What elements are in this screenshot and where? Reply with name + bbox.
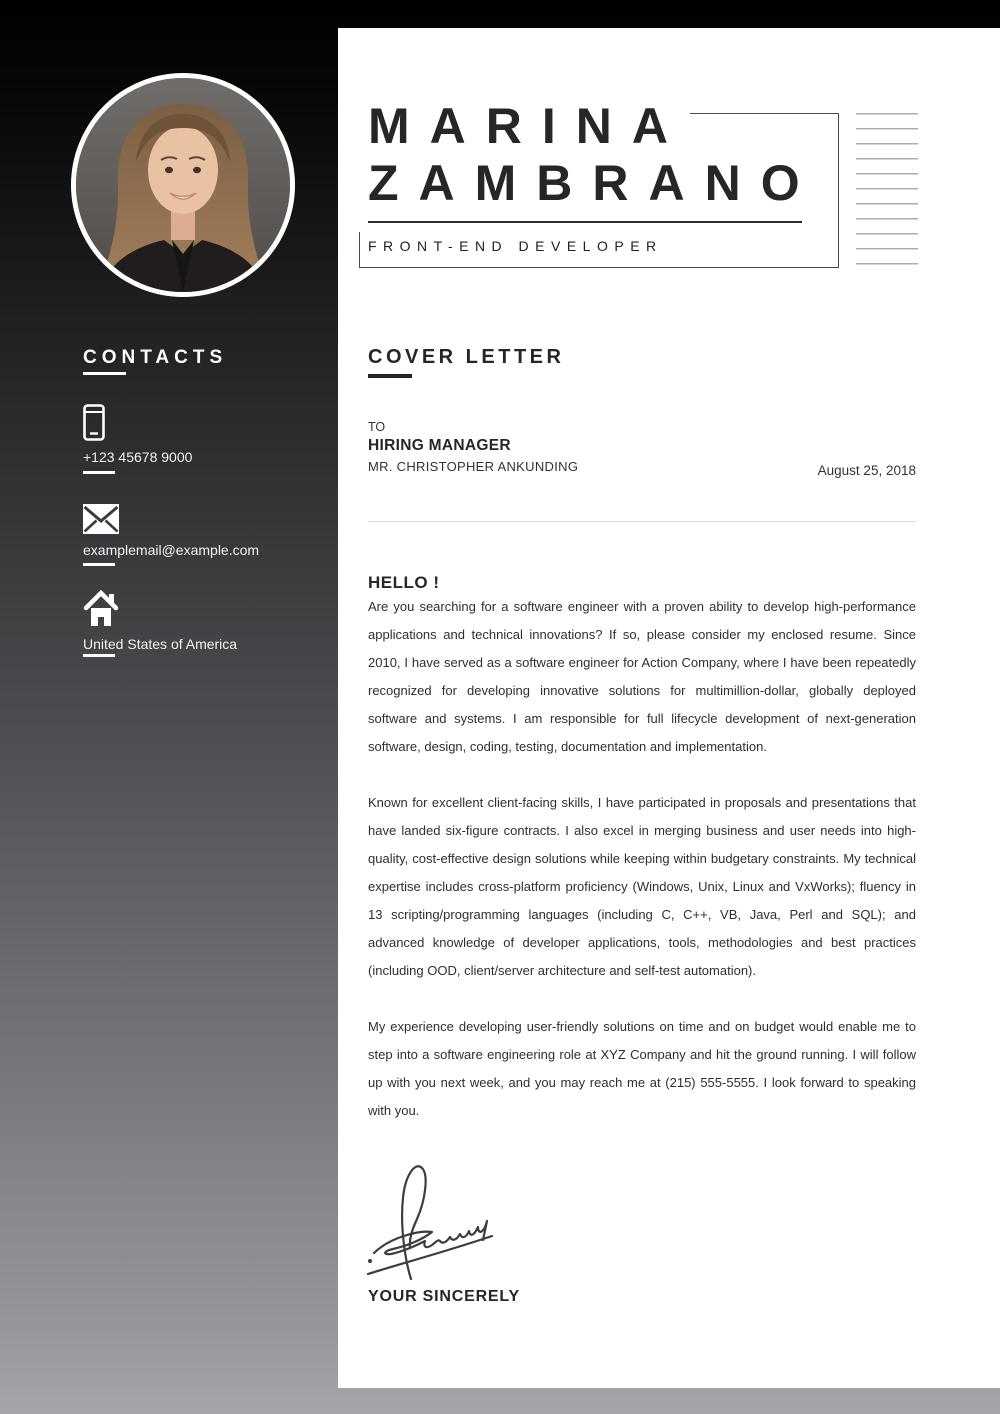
- letter-body: [368, 593, 916, 1153]
- header-divider: [368, 521, 916, 522]
- email-underline: [83, 563, 115, 566]
- envelope-icon: [83, 504, 119, 534]
- paragraph-1: Are you searching for a software engineer with a proven ability to develop high-performance applications and technical innovations? If so, please consider my enclosed resume. Since 2010, I have served as a software engineer for Action Company, where I have been repeatedly recognized for developing innovative solutions for multimillion-dollar, globally deployed software and systems. I am responsible for full lifecycle development of next-generation software, design, coding, testing, documentation and implementation.: [368, 599, 916, 754]
- decorative-lines: [856, 113, 918, 266]
- last-name: ZAMBRANO: [368, 155, 820, 211]
- section-title: COVER LETTER: [368, 346, 565, 368]
- email-address: examplemail@example.com: [83, 542, 260, 558]
- name-underline: [368, 221, 802, 223]
- section-title-underline: [368, 374, 412, 378]
- job-title: FRONT-END DEVELOPER: [368, 238, 663, 254]
- closing-text: YOUR SINCERELY: [368, 1288, 520, 1305]
- contacts-heading-underline: [83, 372, 126, 375]
- to-label: TO: [368, 420, 386, 434]
- greeting: HELLO !: [368, 573, 440, 592]
- home-icon: [83, 590, 119, 628]
- recipient-name: MR. CHRISTOPHER ANKUNDING: [368, 459, 579, 474]
- paragraph-3: My experience developing user-friendly solutions on time and on budget would enable me to step into a software engineering role at XYZ Company and hit the ground running. I will follow up with you next week, and you may reach me at (215) 555-5555. I look forward to speaking with you.: [368, 1019, 916, 1118]
- first-name: MARINA: [368, 98, 688, 154]
- profile-photo-illustration: [76, 78, 290, 292]
- paragraph-2: Known for excellent client-facing skills, I have participated in proposals and presentations that have landed six-figure contracts. I also excel in merging business and user needs into high-quality, cost-effective design solutions while keeping within budgetary constraints. My technical expertise includes cross-platform proficiency (Windows, Unix, Linux and VxWorks); fluency in 13 scripting/programming languages (including C, C++, VB, Java, Perl and SQL); and advanced knowledge of developer applications, tools, methodologies and best practices (including OOD, client/server architecture and self-test automation).: [368, 795, 916, 978]
- location-underline: [83, 654, 115, 657]
- phone-number: +123 45678 9000: [83, 449, 193, 465]
- contacts-heading: CONTACTS: [83, 347, 228, 368]
- phone-underline: [83, 471, 115, 474]
- location-text: United States of America: [83, 636, 238, 652]
- signature-image: [364, 1156, 504, 1284]
- recipient-title: HIRING MANAGER: [368, 437, 511, 454]
- person-name: [368, 98, 820, 212]
- profile-photo: [71, 73, 295, 297]
- letter-date: August 25, 2018: [817, 463, 916, 478]
- smartphone-icon: [83, 404, 105, 441]
